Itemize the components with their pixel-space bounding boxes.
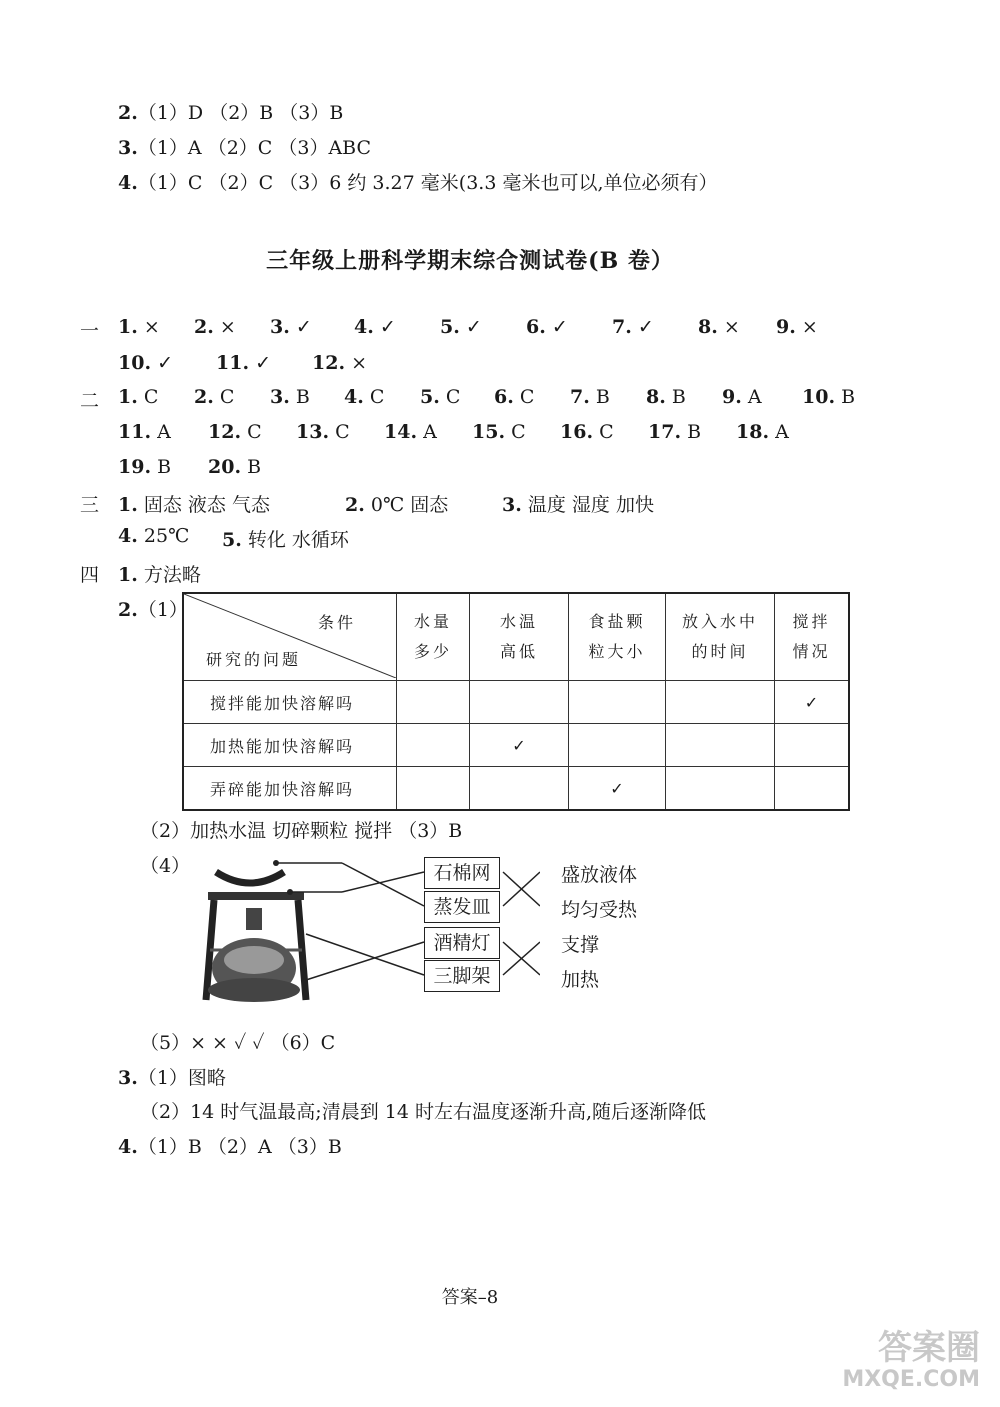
answer-item: [494, 386, 534, 408]
answer-mark: B: [841, 386, 856, 408]
question-number: 1.: [118, 316, 138, 338]
watermark-logo: [780, 1329, 980, 1399]
watermark-text: 答案圈: [878, 1328, 980, 1368]
function-label: 盛放液体: [561, 864, 638, 886]
table-question-cell: 搅拌能加快溶解吗: [183, 681, 397, 724]
table-row: [183, 767, 849, 811]
answer-table: [182, 592, 850, 811]
answer-line: [118, 595, 188, 622]
table-cell: [397, 724, 470, 767]
corner-condition-label: 条件: [317, 613, 356, 632]
answer-mark: C: [247, 421, 262, 443]
answer-text: 固态 液态 气态: [143, 494, 270, 516]
answer-item: [384, 421, 437, 443]
table-cell: [666, 724, 775, 767]
question-number: 3.: [270, 316, 290, 338]
answer-item: [118, 421, 171, 443]
function-label: 加热: [561, 969, 600, 991]
answer-mark: C: [519, 386, 535, 408]
question-number: 5.: [440, 316, 460, 338]
question-number: 2.: [345, 494, 365, 516]
answer-text: （1）: [137, 599, 188, 621]
question-number: 11.: [118, 421, 152, 443]
answer-text: （1）C （2）C （3）6 约 3.27 毫米(3.3 毫米也可以,单位必须有）: [137, 172, 718, 194]
question-number: 10.: [118, 352, 152, 374]
table-cell: [666, 681, 775, 724]
page-number: 答案–8: [441, 1287, 499, 1308]
question-number: 8.: [646, 386, 666, 408]
question-number: 3.: [118, 1067, 138, 1089]
question-number: 4.: [118, 1136, 138, 1158]
answer-item: [802, 386, 855, 408]
table-header-cell: [470, 593, 569, 681]
question-number: 4.: [118, 172, 138, 194]
question-number: 20.: [208, 456, 242, 478]
section-label: 一: [80, 320, 100, 342]
answer-row: [0, 490, 1000, 514]
question-number: 7.: [612, 316, 632, 338]
header-line: 粒大小: [588, 642, 646, 661]
question-number: 3.: [270, 386, 290, 408]
table-cell: [470, 767, 569, 811]
answer-text: 25℃: [143, 525, 190, 547]
item-box: 三脚架: [424, 960, 500, 992]
answer-mark: ✓: [295, 316, 312, 338]
answer-mark: ✓: [255, 352, 272, 374]
answer-line: [118, 560, 201, 587]
page-title: 三年级上册科学期末综合测试卷(B 卷）: [266, 248, 674, 274]
header-line: 水温: [499, 612, 538, 631]
answer-mark: A: [775, 421, 789, 443]
answer-item: [345, 490, 448, 517]
table-cell: [569, 681, 666, 724]
watermark-url: MXQE.COM: [842, 1367, 980, 1392]
header-line: 食盐颗: [588, 612, 646, 631]
question-number: 8.: [698, 316, 718, 338]
answer-item: [560, 421, 614, 443]
question-number: 7.: [570, 386, 590, 408]
answer-mark: B: [157, 456, 172, 478]
answer-item: [646, 386, 686, 408]
section-label: 四: [80, 564, 100, 586]
answer-mark: B: [671, 386, 686, 408]
answer-item: [118, 316, 160, 338]
answer-mark: ×: [219, 316, 236, 338]
answer-mark: C: [369, 386, 385, 408]
answer-row: [0, 386, 1000, 410]
answer-mark: C: [335, 421, 350, 443]
item-box: 石棉网: [424, 857, 500, 889]
table-cell: [470, 681, 569, 724]
function-label: 均匀受热: [561, 899, 638, 921]
answer-row: [0, 316, 1000, 340]
header-line: 高低: [499, 642, 538, 661]
question-number: 6.: [526, 316, 546, 338]
answer-item: [502, 490, 654, 517]
table-question-cell: 弄碎能加快溶解吗: [183, 767, 397, 811]
answer-row: [0, 352, 1000, 376]
question-number: 4.: [354, 316, 374, 338]
answer-mark: A: [423, 421, 437, 443]
answer-text: 方法略: [143, 564, 201, 586]
answer-item: [118, 352, 173, 374]
answer-item: [194, 316, 236, 338]
question-number: 10.: [802, 386, 836, 408]
answer-mark: B: [247, 456, 262, 478]
table-row: [183, 681, 849, 724]
answer-item: [776, 316, 818, 338]
answer-item: [216, 352, 271, 374]
question-number: 11.: [216, 352, 250, 374]
answer-row: [0, 456, 1000, 480]
answer-mark: ×: [351, 352, 368, 374]
table-header-cell: [397, 593, 470, 681]
section-label: 三: [80, 494, 100, 516]
answer-item: [722, 386, 762, 408]
answer-mark: ✓: [379, 316, 396, 338]
table-cell: ✓: [775, 681, 850, 724]
header-line: 的时间: [691, 642, 749, 661]
question-number: 2.: [118, 102, 138, 124]
answer-line: [118, 1063, 226, 1090]
question-number: 12.: [208, 421, 242, 443]
answer-item: [270, 386, 310, 408]
answer-mark: A: [747, 386, 762, 408]
answer-text: （1）A （2）C （3）ABC: [137, 137, 372, 159]
answer-item: [648, 421, 701, 443]
question-number: 5.: [420, 386, 440, 408]
header-line: 水量: [413, 612, 452, 631]
table-cell: [666, 767, 775, 811]
answer-text: 0℃ 固态: [370, 494, 449, 516]
item-box: 蒸发皿: [424, 891, 500, 923]
answer-item: [344, 386, 384, 408]
answer-mark: C: [143, 386, 159, 408]
answer-line: [118, 133, 371, 160]
answer-mark: ×: [801, 316, 818, 338]
answer-item: [222, 525, 349, 552]
question-number: 1.: [118, 494, 138, 516]
answer-line: （2）14 时气温最高;清晨到 14 时左右温度逐渐升高,随后逐渐降低: [140, 1101, 707, 1123]
question-number: 5.: [222, 529, 242, 551]
question-number: 4.: [118, 525, 138, 547]
table-row: [183, 724, 849, 767]
table-header-cell: [569, 593, 666, 681]
header-line: 情况: [792, 642, 831, 661]
answer-text: （1）D （2）B （3）B: [137, 102, 344, 124]
table-cell: [397, 681, 470, 724]
answer-mark: B: [595, 386, 610, 408]
question-number: 2.: [118, 599, 138, 621]
question-number: 3.: [502, 494, 522, 516]
answer-mark: ✓: [637, 316, 654, 338]
function-label: 支撑: [561, 934, 600, 956]
table-question-cell: 加热能加快溶解吗: [183, 724, 397, 767]
answer-item: [118, 386, 158, 408]
table-cell: [569, 724, 666, 767]
question-number: 13.: [296, 421, 330, 443]
question-number: 1.: [118, 386, 138, 408]
answer-mark: C: [599, 421, 614, 443]
header-line: 多少: [413, 642, 452, 661]
question-number: 12.: [312, 352, 346, 374]
table-cell: [397, 767, 470, 811]
answer-mark: ✓: [465, 316, 482, 338]
answer-item: [118, 456, 171, 478]
answer-item: [118, 525, 189, 547]
answer-text: 转化 水循环: [247, 529, 349, 551]
answer-line: （2）加热水温 切碎颗粒 搅拌 （3）B: [140, 820, 463, 842]
corner-problem-label: 研究的问题: [206, 650, 302, 669]
answer-text: 温度 湿度 加快: [527, 494, 654, 516]
answer-item: [472, 421, 526, 443]
question-number: 15.: [472, 421, 506, 443]
header-line: 放入水中: [681, 612, 758, 631]
answer-line: [118, 98, 343, 125]
answer-mark: ✓: [551, 316, 568, 338]
table-cell: ✓: [569, 767, 666, 811]
answer-line: （5）× × ✓ ✓ （6）C: [140, 1032, 336, 1054]
answer-item: [208, 421, 262, 443]
question-number: 2.: [194, 386, 214, 408]
answer-item: [296, 421, 350, 443]
answer-item: [208, 456, 261, 478]
item-box: 酒精灯: [424, 927, 500, 959]
answer-text: （1）B （2）A （3）B: [137, 1136, 342, 1158]
question-number: 9.: [776, 316, 796, 338]
question-number: 9.: [722, 386, 742, 408]
answer-mark: C: [511, 421, 526, 443]
table-cell: [775, 724, 850, 767]
answer-item: [612, 316, 654, 338]
answer-item: [526, 316, 568, 338]
table-header-cell: [666, 593, 775, 681]
answer-mark: C: [219, 386, 235, 408]
answer-item: [440, 316, 482, 338]
answer-mark: ×: [143, 316, 160, 338]
answer-mark: ✓: [157, 352, 174, 374]
question-number: 1.: [118, 564, 138, 586]
table-header-cell: [775, 593, 850, 681]
answer-item: [698, 316, 740, 338]
table-cell: ✓: [470, 724, 569, 767]
question-number: 2.: [194, 316, 214, 338]
answer-mark: B: [687, 421, 702, 443]
table-corner-cell: [183, 593, 397, 681]
question-number: 18.: [736, 421, 770, 443]
answer-line: [118, 1132, 342, 1159]
answer-item: [194, 386, 234, 408]
answer-item: [570, 386, 610, 408]
answer-text: （1）图略: [137, 1067, 226, 1089]
question-number: 4.: [344, 386, 364, 408]
question-number: 14.: [384, 421, 418, 443]
question-number: 3.: [118, 137, 138, 159]
section-label: 二: [80, 390, 100, 412]
answer-item: [270, 316, 312, 338]
question-number: 19.: [118, 456, 152, 478]
answer-item: [736, 421, 789, 443]
question-number: 16.: [560, 421, 594, 443]
answer-row: [0, 421, 1000, 445]
answer-item: [354, 316, 396, 338]
answer-line: [118, 168, 717, 195]
answer-item: [420, 386, 460, 408]
subquestion-label: （4）: [140, 855, 191, 877]
answer-item: [118, 490, 270, 517]
answer-row: [0, 525, 1000, 549]
answer-item: [312, 352, 367, 374]
table-header-row: [183, 593, 849, 681]
answer-mark: A: [157, 421, 171, 443]
header-line: 搅拌: [792, 612, 831, 631]
question-number: 6.: [494, 386, 514, 408]
answer-mark: B: [295, 386, 310, 408]
table-cell: [775, 767, 850, 811]
answer-mark: C: [445, 386, 461, 408]
question-number: 17.: [648, 421, 682, 443]
answer-mark: ×: [723, 316, 740, 338]
